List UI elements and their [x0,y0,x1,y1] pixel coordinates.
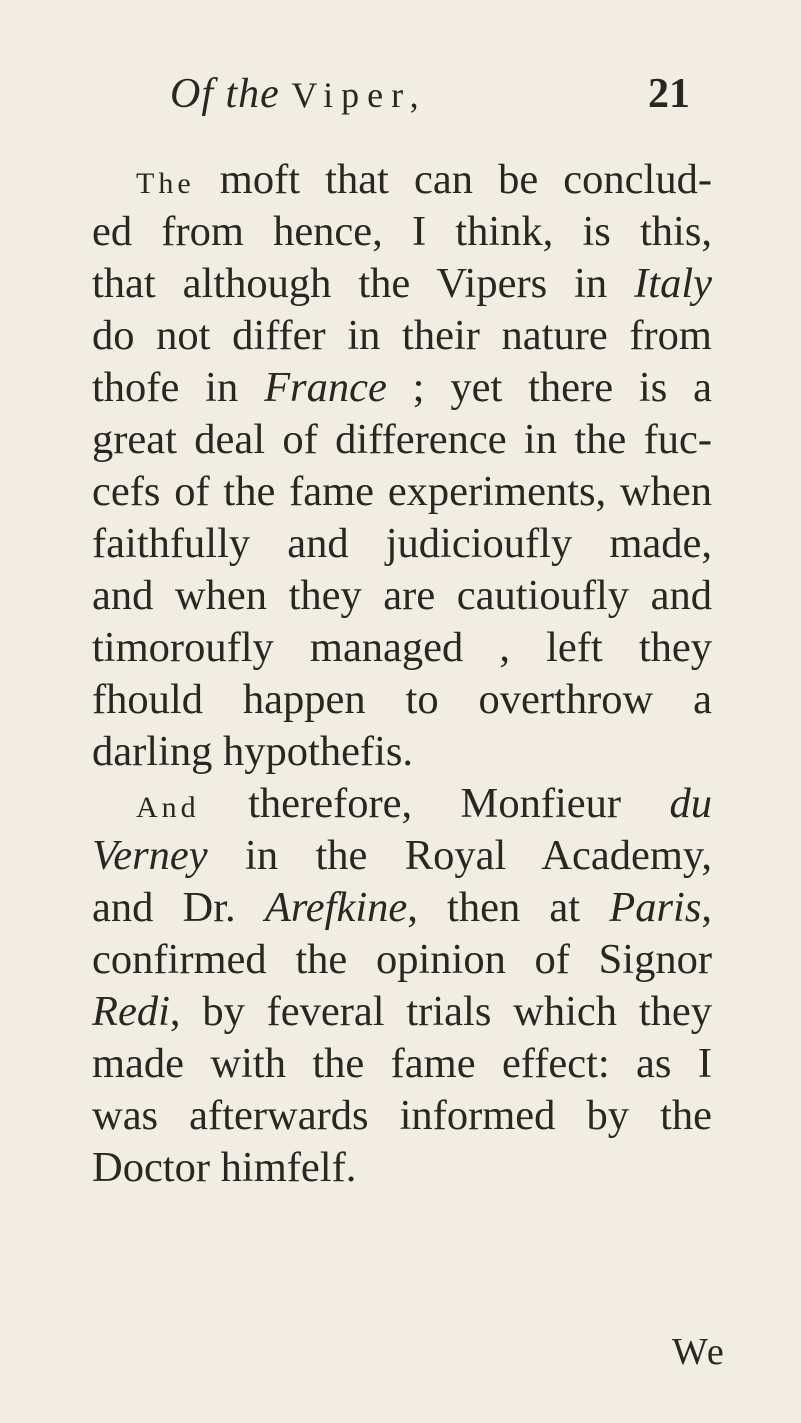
text-line: The moft that can be conclud- [136,156,712,203]
text-line: Verney in the Royal Academy, [92,832,712,879]
text-line: darling hypothefis. [92,728,414,775]
text-line: was afterwards informed by the [92,1092,712,1139]
running-title-italic: Of the [170,71,280,117]
text-line: Redi, by feveral trials which they [92,988,712,1035]
text-line: and Dr. Arefkine, then at Paris, [92,884,712,931]
running-title [170,70,427,118]
text-line: timoroufly managed , left they [92,624,712,671]
text-line: fhould happen to overthrow a [92,676,712,723]
text-line: faithfully and judicioufly made, [92,520,712,567]
text-line: great deal of difference in the fuc- [92,416,712,463]
running-title-word: Viper, [291,75,427,115]
running-header [170,70,690,130]
text-line: that although the Vipers in Italy [92,260,712,307]
text-line: confirmed the opinion of Signor [92,936,712,983]
text-line: and when they are cautioufly and [92,572,712,619]
paragraph-2 [92,778,712,1194]
text-line: made with the fame effect: as I [92,1040,712,1087]
text-line: And therefore, Monfieur du [136,780,712,827]
text-line: ed from hence, I think, is this, [92,208,712,255]
paragraph-1 [92,154,712,778]
text-line: cefs of the fame experiments, when [92,468,712,515]
catchword: We [672,1331,726,1373]
text-line: thofe in France ; yet there is a [92,364,712,411]
page-number: 21 [648,71,690,117]
text-line: do not differ in their nature from [92,312,712,359]
text-line: Doctor himfelf. [92,1144,357,1191]
